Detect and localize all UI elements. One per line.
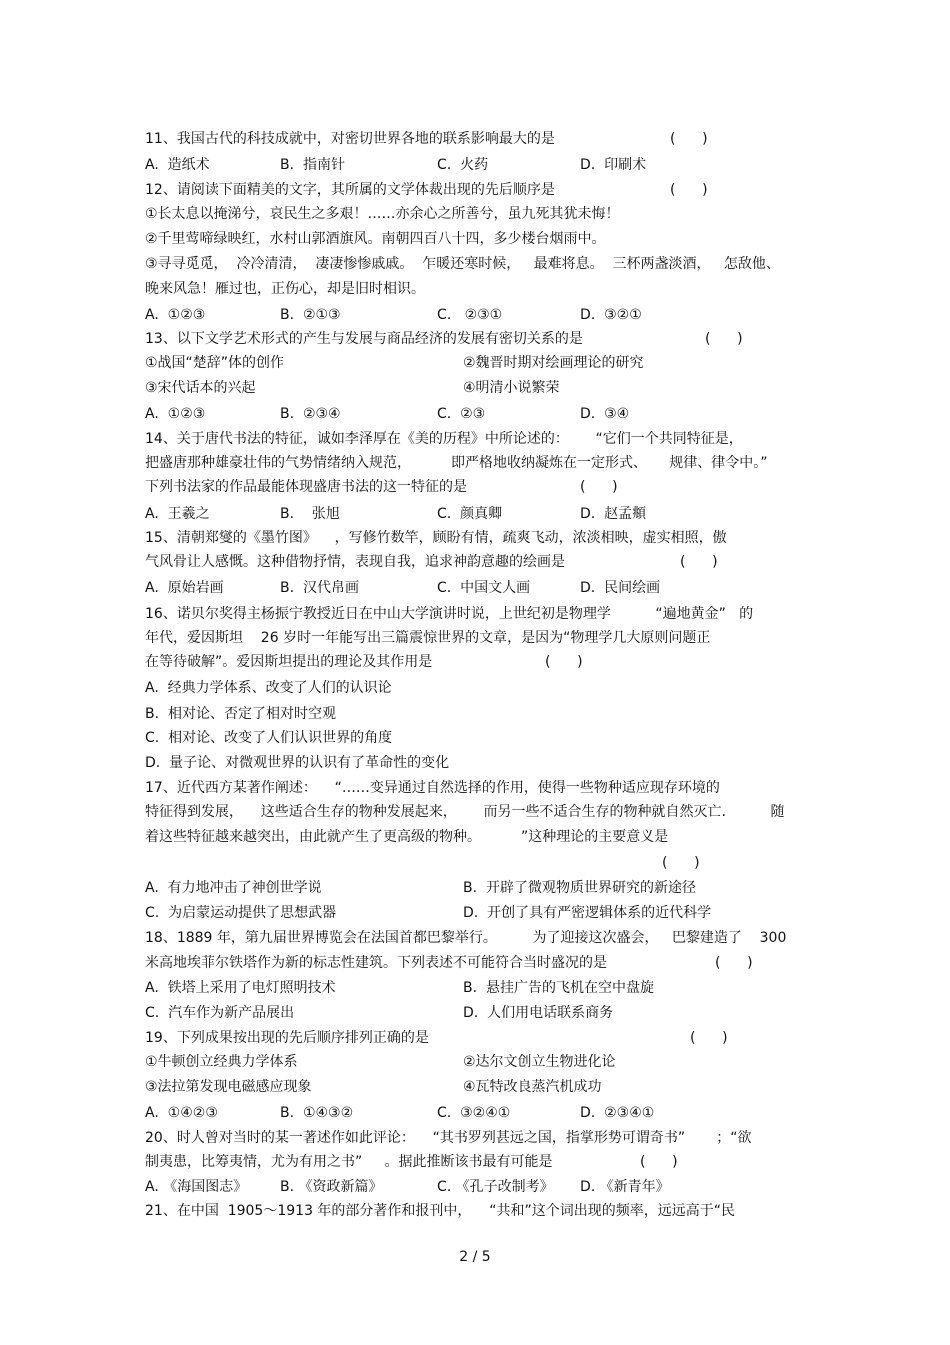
- answer-option: B. ②③④: [280, 406, 341, 422]
- text-line: C. 相对论、改变了人们认识世界的角度: [145, 730, 393, 746]
- answer-blank: ( ): [690, 1030, 728, 1046]
- answer-option: D. 印刷术: [580, 157, 647, 173]
- answer-option: C. ②③①: [437, 307, 503, 323]
- text-line: A. 经典力学体系、改变了人们的认识论: [145, 680, 392, 696]
- answer-option: B. 张旭: [280, 506, 340, 522]
- text-line: 11、我国古代的科技成就中，对密切世界各地的联系影响最大的是: [145, 131, 555, 147]
- option-item: ④瓦特改良蒸汽机成功: [463, 1079, 602, 1095]
- answer-option: A. 《海国图志》: [145, 1179, 248, 1195]
- text-line: 在等待破解”。爱因斯坦提出的理论及其作用是: [145, 654, 433, 670]
- text-line: 着这些特征越来越突出，由此就产生了更高级的物种。 ”这种理论的主要意义是: [145, 829, 669, 845]
- text-line: 19、下列成果按出现的先后顺序排列正确的是: [145, 1030, 429, 1046]
- answer-blank: ( ): [680, 554, 718, 570]
- text-line: 21、在中国 1905～1913 年的部分著作和报刊中， “共和”这个词出现的频率，远远高于“民: [145, 1203, 735, 1219]
- page-number: 2 / 5: [459, 1249, 491, 1265]
- answer-option: D. 民间绘画: [580, 580, 661, 596]
- text-line: 气风骨让人感慨。这种借物抒情，表现自我，追求神韵意趣的绘画是: [145, 554, 565, 570]
- text-line: 特征得到发展， 这些适合生存的物种发展起来， 而另一些不适合生存的物种就自然灭亡. 随: [145, 804, 785, 820]
- option-item: ①牛顿创立经典力学体系: [145, 1054, 298, 1070]
- option-item: ④明清小说繁荣: [463, 380, 560, 396]
- text-line: 把盛唐那种雄豪壮伟的气势情绪纳入规范， 即严格地收纳凝炼在一定形式、 规律、律令中。”: [145, 455, 768, 471]
- answer-option: A. ①②③: [145, 406, 206, 422]
- text-line: ①长太息以掩涕兮，哀民生之多艰！……亦余心之所善兮，虽九死其犹未悔！: [145, 206, 620, 222]
- answer-option: B. 《资政新篇》: [280, 1179, 383, 1195]
- option-item: ①战国“楚辞”体的创作: [145, 355, 285, 371]
- answer-option: B. 指南针: [280, 157, 345, 173]
- option-item: ③法拉第发现电磁感应现象: [145, 1079, 312, 1095]
- answer-option: B. 汉代帛画: [280, 580, 359, 596]
- text-line: 17、近代西方某著作阐述： “……变异通过自然选择的作用，使得一些物种适应现存环境的: [145, 780, 720, 796]
- answer-blank: ( ): [662, 855, 700, 871]
- answer-option: C. 颜真卿: [437, 506, 503, 522]
- text-line: D. 量子论、对微观世界的认识有了革命性的变化: [145, 755, 450, 771]
- answer-option: D. ③②①: [580, 307, 642, 323]
- option-item: A. 铁塔上采用了电灯照明技术: [145, 980, 336, 996]
- answer-option: D. 《新青年》: [580, 1179, 670, 1195]
- text-line: 晚来风急！雁过也，正伤心，却是旧时相识。: [145, 281, 425, 297]
- answer-option: A. ①④②③: [145, 1105, 218, 1121]
- text-line: 制夷患，比筹夷情，尤为有用之书” 。据此推断该书最有可能是: [145, 1154, 553, 1170]
- answer-blank: ( ): [580, 479, 618, 495]
- text-line: 年代，爱因斯坦 26 岁时一年能写出三篇震惊世界的文章，是因为“物理学几大原则问题正: [145, 630, 711, 646]
- text-line: B. 相对论、否定了相对时空观: [145, 706, 336, 722]
- option-item: B. 开辟了微观物质世界研究的新途径: [463, 880, 696, 896]
- option-item: C. 为启蒙运动提供了思想武器: [145, 905, 337, 921]
- option-item: ③宋代话本的兴起: [145, 380, 256, 396]
- text-line: 18、1889 年，第九届世界博览会在法国首都巴黎举行。 为了迎接这次盛会， 巴黎建造了 300: [145, 930, 787, 946]
- answer-blank: ( ): [715, 955, 753, 971]
- option-item: C. 汽车作为新产品展出: [145, 1005, 295, 1021]
- text-line: 14、关于唐代书法的特征，诚如李泽厚在《美的历程》中所论述的： “它们一个共同特征是，: [145, 431, 743, 447]
- option-item: D. 开创了具有严密逻辑体系的近代科学: [463, 905, 712, 921]
- answer-option: A. 王羲之: [145, 506, 210, 522]
- option-item: B. 悬挂广告的飞机在空中盘旋: [463, 980, 654, 996]
- text-line: 13、以下文学艺术形式的产生与发展与商品经济的发展有密切关系的是: [145, 331, 583, 347]
- answer-option: C. 火药: [437, 157, 489, 173]
- answer-blank: ( ): [545, 654, 583, 670]
- answer-blank: ( ): [670, 182, 708, 198]
- answer-option: B. ②①③: [280, 307, 341, 323]
- text-line: 下列书法家的作品最能体现盛唐书法的这一特征的是: [145, 479, 467, 495]
- text-line: 20、时人曾对当时的某一著述作如此评论： “其书罗列甚远之国，指掌形势可谓奇书” ；“欲: [145, 1130, 752, 1146]
- text-line: 15、清朝郑燮的《墨竹图》 ，写修竹数竿，顾盼有情，疏爽飞动，浓淡相映，虚实相照，傲: [145, 530, 727, 546]
- answer-option: C. ②③: [437, 406, 486, 422]
- text-line: 米高地埃菲尔铁塔作为新的标志性建筑。下列表述不可能符合当时盛况的是: [145, 955, 607, 971]
- answer-option: D. ②③④①: [580, 1105, 655, 1121]
- option-item: ②达尔文创立生物进化论: [463, 1054, 616, 1070]
- answer-option: A. ①②③: [145, 307, 206, 323]
- answer-option: C. 《孔子改制考》: [437, 1179, 554, 1195]
- text-line: ②千里莺啼绿映红，水村山郭酒旗风。南朝四百八十四，多少楼台烟雨中。: [145, 231, 606, 247]
- option-item: D. 人们用电话联系商务: [463, 1005, 614, 1021]
- answer-option: B. ①④③②: [280, 1105, 354, 1121]
- text-line: 12、请阅读下面精美的文字，其所属的文学体裁出现的先后顺序是: [145, 182, 555, 198]
- option-item: ②魏晋时期对绘画理论的研究: [463, 355, 644, 371]
- text-line: ③寻寻觅觅， 冷冷清清， 凄凄惨惨戚戚。 乍暖还寒时候， 最难将息。 三杯两盏淡酒， 怎敌他、: [145, 256, 780, 272]
- answer-option: A. 原始岩画: [145, 580, 224, 596]
- answer-option: C. 中国文人画: [437, 580, 531, 596]
- answer-blank: ( ): [705, 331, 743, 347]
- answer-blank: ( ): [640, 1154, 678, 1170]
- option-item: A. 有力地冲击了神创世学说: [145, 880, 322, 896]
- text-line: 16、诺贝尔奖得主杨振宁教授近日在中山大学演讲时说，上世纪初是物理学 “遍地黄金” 的: [145, 606, 754, 622]
- answer-option: D. ③④: [580, 406, 630, 422]
- answer-blank: ( ): [670, 131, 708, 147]
- answer-option: C. ③②④①: [437, 1105, 511, 1121]
- answer-option: A. 造纸术: [145, 157, 210, 173]
- answer-option: D. 赵孟頫: [580, 506, 647, 522]
